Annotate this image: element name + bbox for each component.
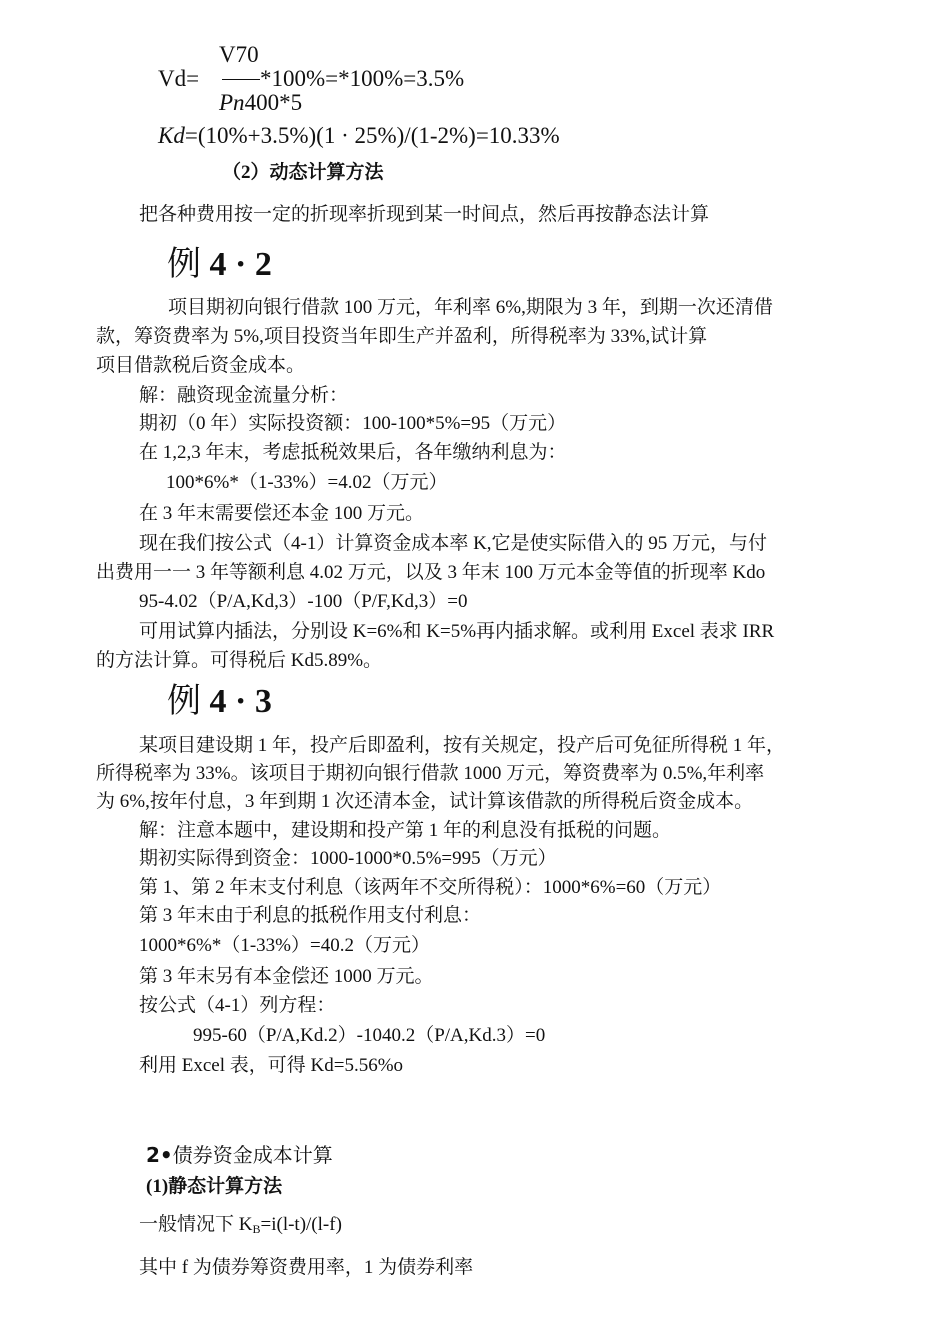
example-4-3-line4: 第 3 年末由于利息的抵税作用支付利息： xyxy=(139,905,482,926)
formula1-denominator-italic: Pn xyxy=(219,90,245,115)
bond-formula-rest: =i(l-t)/(l-f) xyxy=(260,1214,342,1235)
example-4-2-heading xyxy=(167,245,272,285)
example-4-2-line4: 在 3 年末需要偿还本金 100 万元。 xyxy=(139,503,425,524)
example-4-3-heading-num: 4 · 3 xyxy=(209,683,272,720)
formula1-rhs: *100%=*100%=3.5% xyxy=(260,66,465,91)
formula1-numerator: V70 xyxy=(219,42,259,67)
example-4-3-line2: 期初实际得到资金：1000-1000*0.5%=995（万元） xyxy=(139,848,557,869)
example-4-3-heading-prefix: 例 xyxy=(167,683,201,720)
example-4-3-p1-line1: 某项目建设期 1 年，投产后即盈利，按有关规定，投产后可免征所得税 1 年， xyxy=(139,735,786,756)
bond-static-method-title: (1)静态计算方法 xyxy=(146,1176,283,1197)
example-4-3-line8: 利用 Excel 表，可得 Kd=5.56%o xyxy=(139,1055,404,1076)
example-4-2-solution: 解：融资现金流量分析： xyxy=(139,385,349,406)
example-4-3-line1: 解：注意本题中，建设期和投产第 1 年的利息没有抵税的问题。 xyxy=(139,820,672,841)
bond-formula-subscript: B xyxy=(252,1222,261,1236)
bond-section-title xyxy=(146,1143,333,1168)
example-4-2-heading-num: 4 · 2 xyxy=(209,246,272,283)
example-4-3-line7: 按公式（4-1）列方程： xyxy=(139,995,336,1016)
formula1-lhs: Vd= xyxy=(158,66,200,91)
bond-section-text: 债券资金成本计算 xyxy=(172,1145,333,1167)
example-4-2-p1-line2: 款，筹资费率为 5%,项目投资当年即生产并盈利，所得税率为 33%,试计算 xyxy=(96,326,708,347)
example-4-2-p1-line1: 项目期初向银行借款 100 万元，年利率 6%,期限为 3 年，到期一次还清借 xyxy=(168,297,773,318)
bond-section-number: 2• xyxy=(146,1143,173,1167)
example-4-2-equation: 95-4.02（P/A,Kd,3）-100（P/F,Kd,3）=0 xyxy=(139,591,468,612)
bond-formula xyxy=(139,1213,342,1241)
formula2-rest: =(10%+3.5%)(1 · 25%)/(1-2%)=10.33% xyxy=(184,123,560,148)
example-4-3-heading xyxy=(167,682,272,722)
formula1-denominator-rest: 400*5 xyxy=(244,90,303,115)
example-4-2-line3: 100*6%*（1-33%）=4.02（万元） xyxy=(166,472,448,493)
example-4-2-p2-line1: 现在我们按公式（4-1）计算资金成本率 K,它是使实际借入的 95 万元，与付 xyxy=(139,533,768,554)
example-4-3-equation: 995-60（P/A,Kd.2）-1040.2（P/A,Kd.3）=0 xyxy=(193,1025,546,1046)
example-4-3-line3: 第 1、第 2 年末支付利息（该两年不交所得税）：1000*6%=60（万元） xyxy=(139,877,722,898)
example-4-2-p2-line2: 出费用一一 3 年等额利息 4.02 万元，以及 3 年末 100 万元本金等值的折现率 Kdo xyxy=(96,562,766,583)
section-dynamic-title: （2）动态计算方法 xyxy=(222,162,384,183)
example-4-3-p1-line2: 所得税率为 33%。该项目于期初向银行借款 1000 万元，筹资费率为 0.5%,年利率 xyxy=(96,763,765,784)
fraction-bar xyxy=(222,79,260,80)
example-4-3-line6: 第 3 年末另有本金偿还 1000 万元。 xyxy=(139,966,434,987)
formula2-lhs: Kd xyxy=(158,123,185,148)
section-dynamic-desc: 把各种费用按一定的折现率折现到某一时间点，然后再按静态法计算 xyxy=(139,204,710,225)
example-4-2-p1-line3: 项目借款税后资金成本。 xyxy=(96,355,306,376)
example-4-2-line2: 在 1,2,3 年末，考虑抵税效果后，各年缴纳利息为： xyxy=(139,442,567,463)
formula1-denominator xyxy=(219,89,302,117)
example-4-2-line1: 期初（0 年）实际投资额：100-100*5%=95（万元） xyxy=(139,413,567,434)
example-4-2-p3-line2: 的方法计算。可得税后 Kd5.89%。 xyxy=(96,650,383,671)
example-4-2-p3-line1: 可用试算内插法，分别设 K=6%和 K=5%再内插求解。或利用 Excel 表求 IRR xyxy=(139,621,775,642)
example-4-3-line5: 1000*6%*（1-33%）=40.2（万元） xyxy=(139,935,430,956)
example-4-2-heading-prefix: 例 xyxy=(167,246,201,283)
bond-note: 其中 f 为债券筹资费用率，1 为债券利率 xyxy=(139,1257,474,1278)
example-4-3-p1-line3: 为 6%,按年付息，3 年到期 1 次还清本金，试计算该借款的所得税后资金成本。 xyxy=(96,791,754,812)
formula2 xyxy=(158,122,560,150)
bond-formula-prefix: 一般情况下 K xyxy=(139,1214,253,1235)
